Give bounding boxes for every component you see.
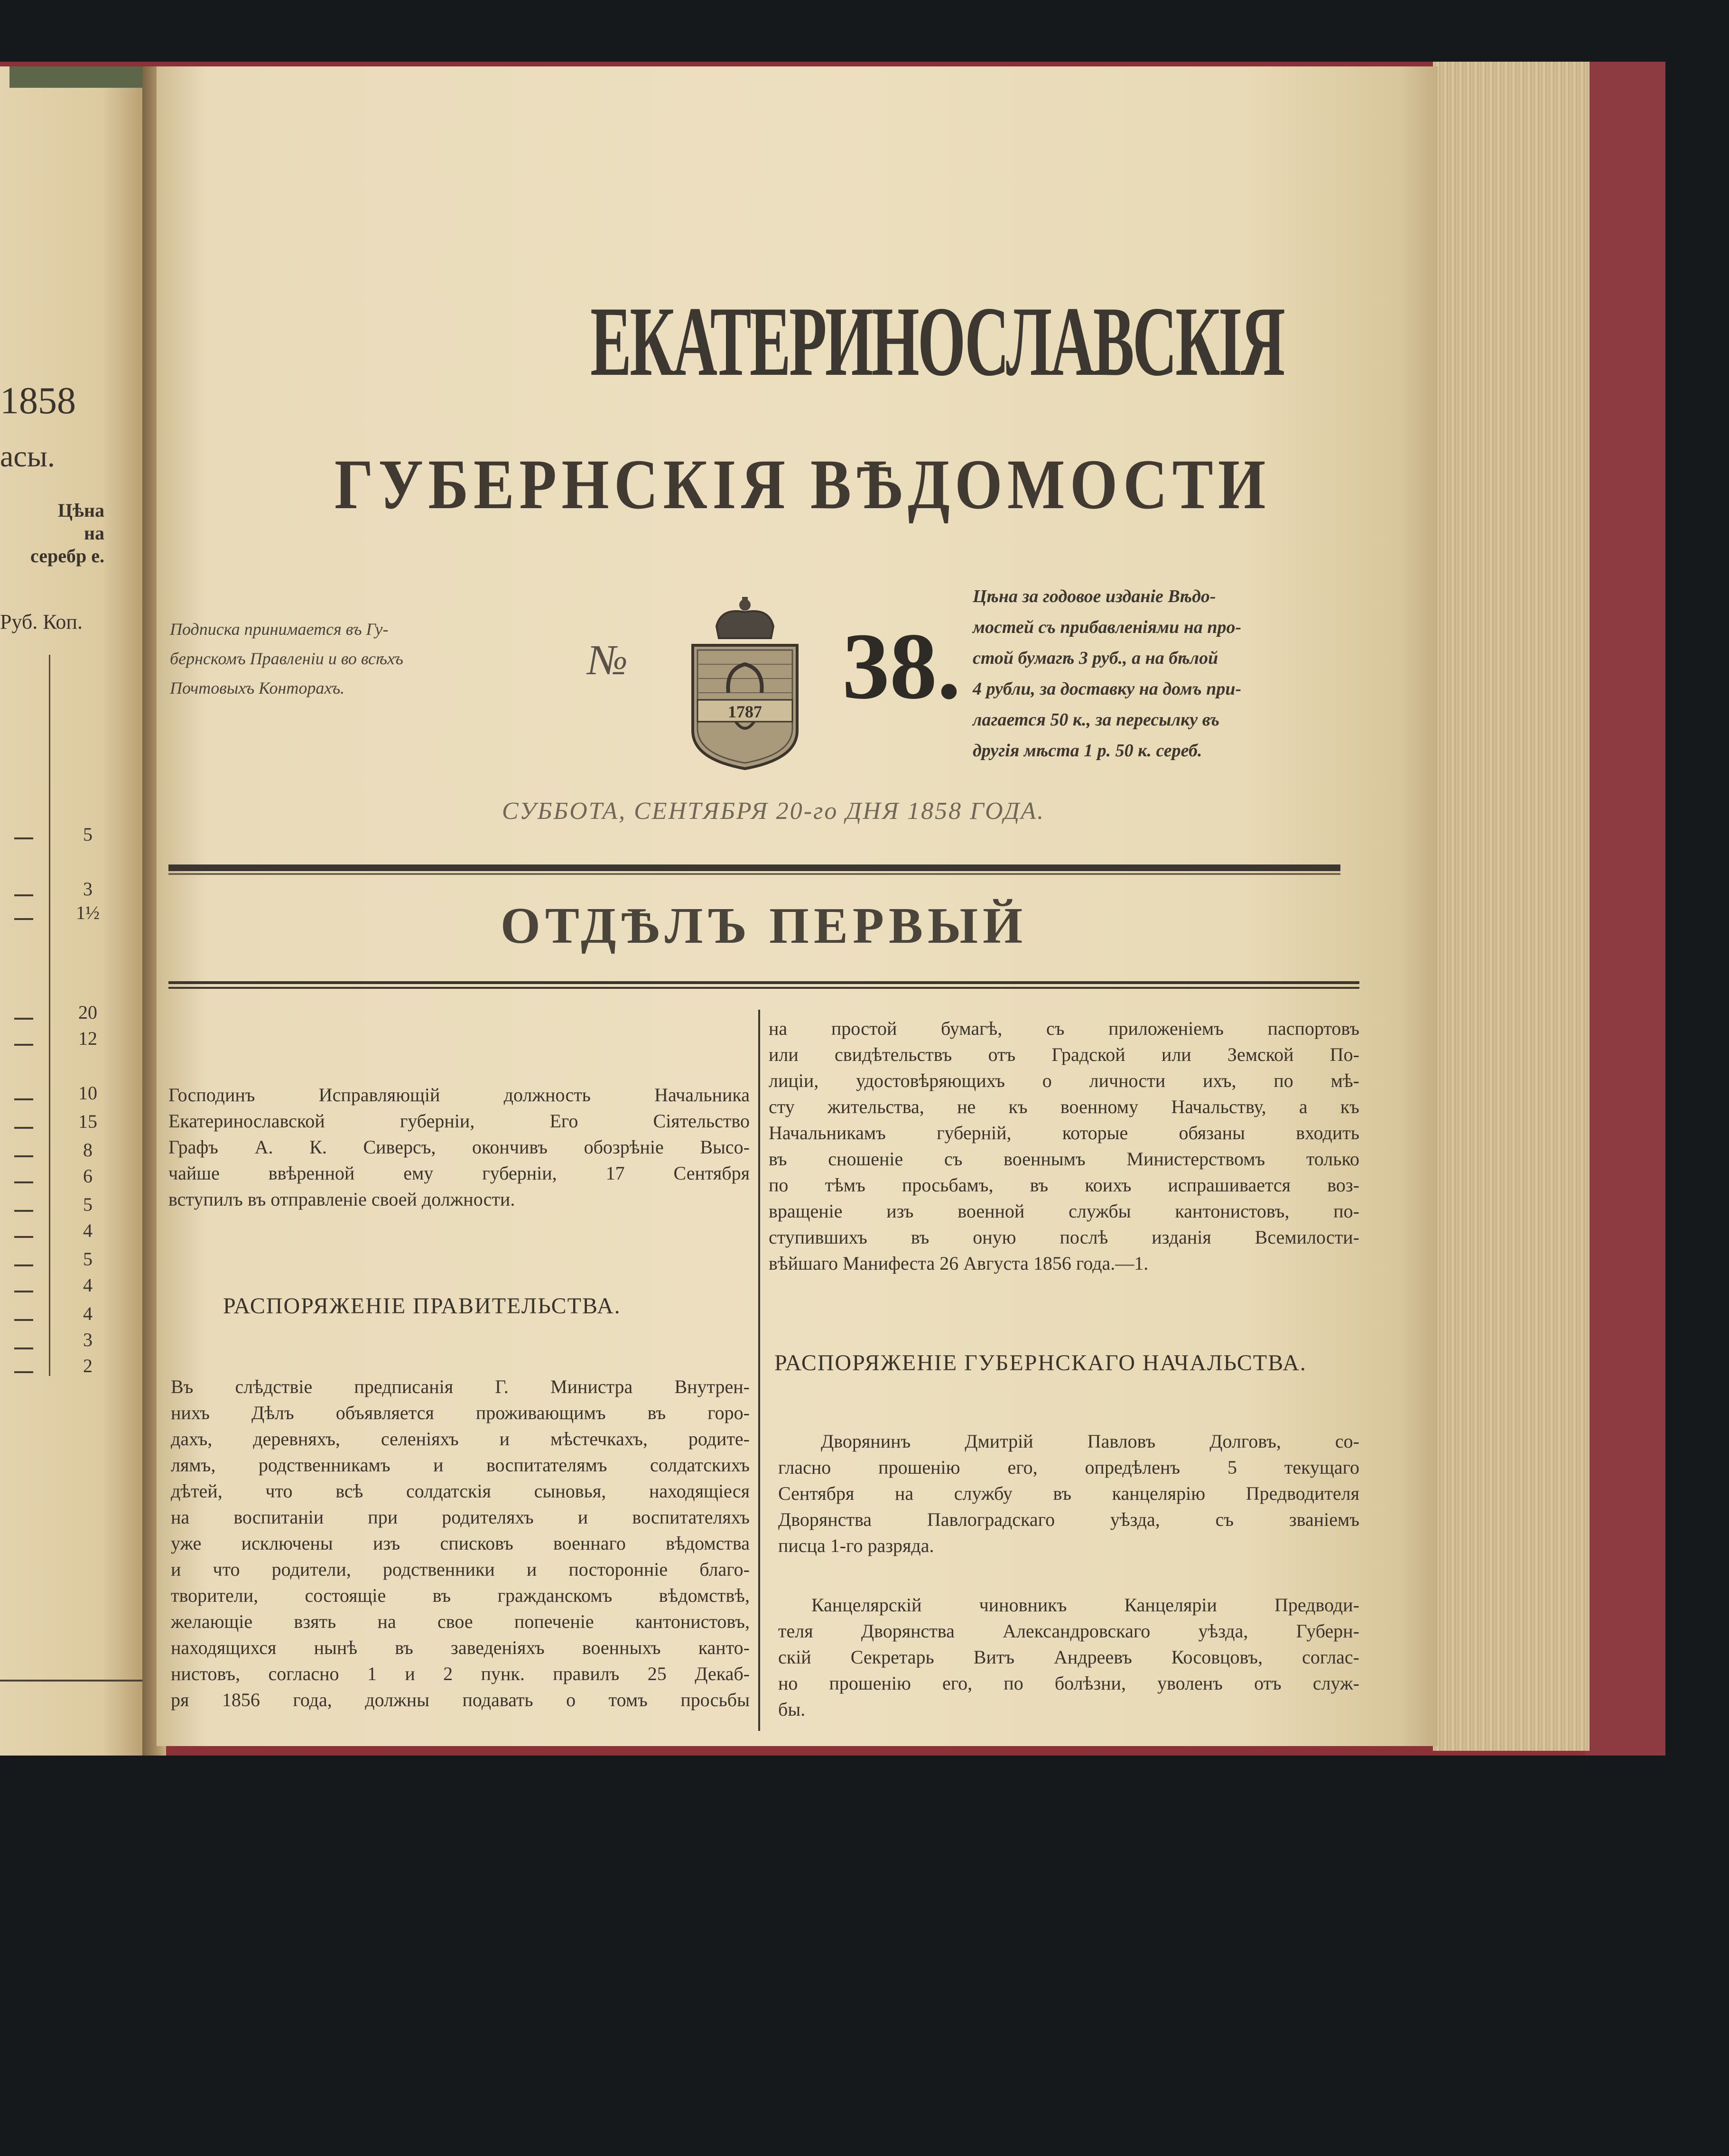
kopek-value: 6 xyxy=(83,1165,93,1187)
price-header-line: на xyxy=(84,522,104,544)
crest-year: 1787 xyxy=(728,702,762,721)
price-note xyxy=(973,581,1352,766)
kopek-value: 10 xyxy=(78,1082,97,1104)
kopek-value: 5 xyxy=(83,824,93,845)
price-line: лагается 50 к., за пересылку въ xyxy=(973,710,1220,730)
text-line: гласно прошенію его, опредѣленъ 5 текущаго xyxy=(778,1457,1359,1478)
text-line: Дворянства Павлоградскаго уѣзда, съ званіемъ xyxy=(778,1509,1359,1530)
dash-mark xyxy=(14,1236,33,1238)
text-line: теля Дворянства Александровскаго уѣзда, Губерн- xyxy=(778,1620,1359,1642)
dash-mark xyxy=(14,1044,33,1046)
text-line: вращеніе изъ военной службы кантонистовъ, по- xyxy=(769,1200,1359,1222)
previous-page-fragment xyxy=(0,66,157,1756)
section-rule xyxy=(168,981,1359,984)
text-line: нистовъ, согласно 1 и 2 пунк. правилъ 25 Декаб- xyxy=(171,1663,750,1684)
masthead-subtitle: ГУБЕРНСКІЯ ВѢДОМОСТИ xyxy=(334,445,1271,524)
left-page-column-rule xyxy=(49,655,50,1376)
dash-mark xyxy=(14,894,33,896)
text-line: находящихся нынѣ въ заведеніяхъ военныхъ канто- xyxy=(171,1637,750,1658)
text-line: бы. xyxy=(778,1699,806,1720)
text-line: ступившихъ въ оную послѣ изданія Всемилости- xyxy=(769,1227,1359,1248)
text-line: дѣтей, что всѣ солдатскія сыновья, находящіеся xyxy=(171,1480,750,1502)
dash-mark xyxy=(14,1098,33,1100)
issue-dateline: СУББОТА, СЕНТЯБРЯ 20-го ДНЯ 1858 ГОДА. xyxy=(502,798,1045,825)
price-line: мостей съ прибавленіями на про- xyxy=(973,617,1242,637)
dash-mark xyxy=(14,1319,33,1321)
left-page-currency-header: Руб. Коп. xyxy=(0,610,83,633)
section-rule-thin xyxy=(168,987,1359,989)
subscription-line: бернскомъ Правленіи и во всѣхъ xyxy=(170,649,403,668)
appointment-paragraph xyxy=(778,1428,1359,1559)
section-heading-government: РАСПОРЯЖЕНІЕ ПРАВИТЕЛЬСТВА. xyxy=(223,1293,621,1319)
dash-mark xyxy=(14,1018,33,1020)
text-line: или свидѣтельствъ отъ Градской или Земской По- xyxy=(769,1044,1359,1065)
dash-mark xyxy=(14,1348,33,1349)
kopek-value: 5 xyxy=(83,1248,93,1270)
text-line: дахъ, деревняхъ, селеніяхъ и мѣстечкахъ, родите- xyxy=(171,1428,750,1450)
kopek-value: 1½ xyxy=(76,902,100,923)
dismissal-paragraph xyxy=(778,1592,1359,1722)
kopek-value: 12 xyxy=(78,1028,97,1049)
kopek-value: 4 xyxy=(83,1274,93,1296)
text-line: лиціи, удостовѣряющихъ о личности ихъ, по мѣ- xyxy=(769,1070,1359,1091)
text-line: но прошенію его, по болѣзни, уволенъ отъ служ- xyxy=(778,1673,1359,1694)
left-page-bottom-rule xyxy=(0,1680,142,1682)
government-order-continuation xyxy=(769,1015,1359,1276)
text-line: нихъ Дѣлъ объявляется проживающимъ въ горо- xyxy=(171,1402,750,1423)
text-line: на простой бумагѣ, съ приложеніемъ паспортовъ xyxy=(769,1018,1359,1039)
bookmark-ribbon xyxy=(9,66,157,88)
left-page-price-header xyxy=(9,499,104,567)
text-line: Господинъ Исправляющій должность Начальника xyxy=(168,1084,750,1106)
subscription-note xyxy=(170,614,540,703)
section-title: ОТДѢЛЪ ПЕРВЫЙ xyxy=(500,898,1028,954)
price-line: стой бумагѣ 3 руб., а на бѣлой xyxy=(973,648,1218,668)
coat-of-arms-emblem xyxy=(683,593,807,773)
dash-mark xyxy=(14,1155,33,1157)
text-line: ря 1856 года, должны подавать о томъ просьбы xyxy=(171,1689,750,1710)
kopek-value: 2 xyxy=(83,1355,93,1376)
price-header-line: серебр е. xyxy=(30,545,104,567)
text-line: лямъ, родственникамъ и воспитателямъ солдатскихъ xyxy=(171,1454,750,1476)
text-line: чайше ввѣренной ему губерніи, 17 Сентября xyxy=(168,1162,750,1184)
dash-mark xyxy=(14,1127,33,1129)
kopek-value: 15 xyxy=(78,1111,97,1132)
text-line: творители, состоящіе въ гражданскомъ вѣдомствѣ, xyxy=(171,1585,750,1606)
text-line: вѣйшаго Манифеста 26 Августа 1856 года.—1. xyxy=(769,1253,1149,1274)
government-order-paragraph xyxy=(171,1374,750,1713)
text-line: писца 1-го разряда. xyxy=(778,1535,934,1556)
dash-mark xyxy=(14,837,33,839)
number-sign: № xyxy=(587,637,628,684)
text-line: на воспитаніи при родителяхъ и воспитателяхъ xyxy=(171,1506,750,1528)
dash-mark xyxy=(14,1291,33,1292)
left-page-year: 1858 xyxy=(0,380,76,422)
kopek-value: 4 xyxy=(83,1220,93,1241)
header-rule xyxy=(168,864,1340,871)
text-line: Графъ А. К. Сиверсъ, окончивъ обозрѣніе Высо- xyxy=(168,1136,750,1158)
issue-number: 38. xyxy=(842,614,961,719)
header-rule-thin xyxy=(168,873,1340,875)
kopek-value: 4 xyxy=(83,1303,93,1324)
page-edges xyxy=(1433,62,1590,1751)
price-line: 4 рубли, за доставку на домъ при- xyxy=(973,679,1242,699)
book-cover-edge xyxy=(1585,62,1665,1756)
kopek-value: 8 xyxy=(83,1139,93,1161)
text-line: Екатеринославской губерніи, Его Сіятельство xyxy=(168,1110,750,1132)
dash-mark xyxy=(14,1264,33,1266)
text-line: вступилъ въ отправленіе своей должности. xyxy=(168,1189,515,1210)
masthead-title: ЕКАТЕРИНОСЛАВСКІЯ xyxy=(590,287,1284,397)
text-line: уже исключены изъ списковъ военнаго вѣдомства xyxy=(171,1533,750,1554)
column-divider xyxy=(758,1010,760,1731)
text-line: Начальникамъ губерній, которые обязаны входить xyxy=(769,1122,1359,1143)
dash-mark xyxy=(14,1371,33,1373)
left-page-unit: асы. xyxy=(0,439,55,473)
text-line: Дворянинъ Дмитрій Павловъ Долговъ, со- xyxy=(821,1431,1359,1452)
announcement-paragraph xyxy=(168,1082,750,1212)
kopek-value: 3 xyxy=(83,1329,93,1350)
price-line: Цѣна за годовое изданіе Вѣдо- xyxy=(973,586,1216,606)
kopek-value: 3 xyxy=(83,878,93,900)
dash-mark xyxy=(14,1210,33,1212)
text-line: по тѣмъ просьбамъ, въ коихъ испрашивается воз- xyxy=(769,1174,1359,1196)
text-line: сту жительства, не къ военному Начальству, а къ xyxy=(769,1096,1359,1117)
dash-mark xyxy=(14,918,33,920)
text-line: въ сношеніе съ военнымъ Министерствомъ только xyxy=(769,1148,1359,1170)
dash-mark xyxy=(14,1181,33,1183)
price-header-line: Цѣна xyxy=(57,500,104,521)
kopek-value: 20 xyxy=(78,1002,97,1023)
text-line: скій Секретарь Витъ Андреевъ Косовцовъ, соглас- xyxy=(778,1646,1359,1668)
text-line: Канцелярскій чиновникъ Канцеляріи Предводи- xyxy=(811,1594,1359,1616)
section-heading-provincial: РАСПОРЯЖЕНІЕ ГУБЕРНСКАГО НАЧАЛЬСТВА. xyxy=(774,1350,1307,1375)
text-line: желающіе взять на свое попеченіе кантонистовъ, xyxy=(171,1611,750,1632)
subscription-line: Подписка принимается въ Гу- xyxy=(170,620,389,639)
text-line: и что родители, родственники и посторонніе благо- xyxy=(171,1559,750,1580)
text-line: Сентября на службу въ канцелярію Предводителя xyxy=(778,1483,1359,1504)
kopek-value: 5 xyxy=(83,1194,93,1215)
subscription-line: Почтовыхъ Конторахъ. xyxy=(170,678,345,697)
price-line: другія мѣста 1 р. 50 к. сереб. xyxy=(973,741,1202,761)
text-line: Въ слѣдствіе предписанія Г. Министра Внутрен- xyxy=(171,1376,750,1397)
